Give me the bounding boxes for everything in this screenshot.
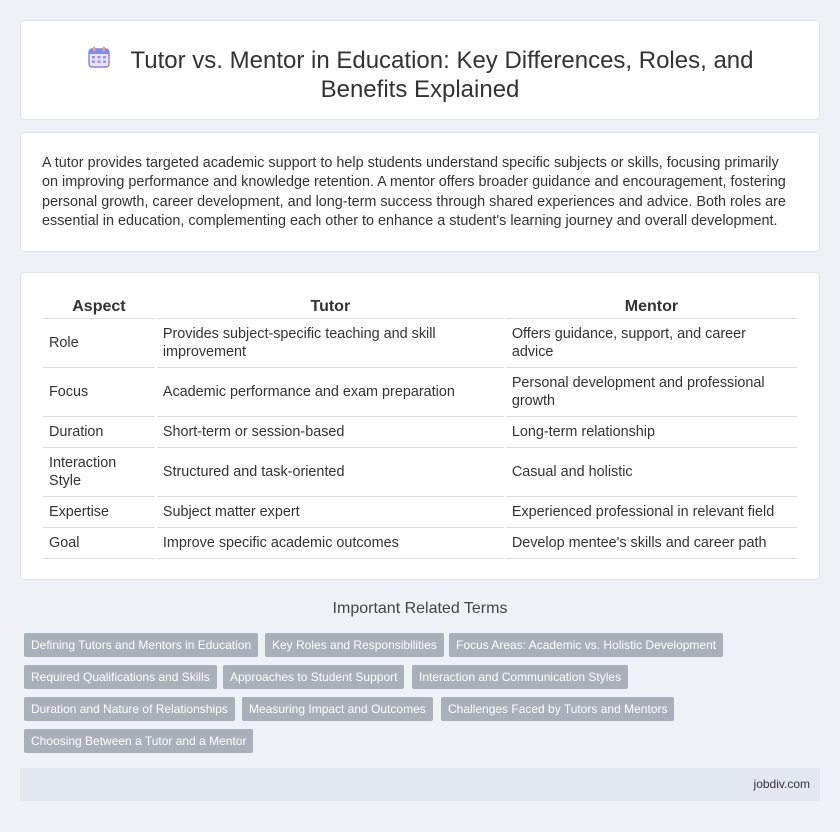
column-header-aspect: Aspect — [43, 295, 155, 319]
column-header-tutor: Tutor — [157, 295, 504, 319]
tag-focus-areas[interactable]: Focus Areas: Academic vs. Holistic Development — [449, 633, 723, 657]
column-header-mentor: Mentor — [506, 295, 797, 319]
table-row — [43, 417, 797, 448]
summary-text: A tutor provides targeted academic support to help students understand specific subjects or skills, focusing primarily on improving performance and knowledge retention. A mentor offers broader guidance and encouragement, fostering personal growth, career development, and long-term success through shared experiences and advice. Both roles are essential in education, complementing each other to enhance a student's learning journey and overall development. — [42, 155, 786, 230]
aspect-cell: Duration — [43, 417, 155, 448]
tutor-cell: Short-term or session-based — [157, 417, 504, 448]
aspect-cell: Expertise — [43, 497, 155, 528]
mentor-cell: Develop mentee's skills and career path — [506, 528, 797, 559]
aspect-cell: Goal — [43, 528, 155, 559]
tag-challenges[interactable]: Challenges Faced by Tutors and Mentors — [441, 697, 674, 721]
mentor-cell: Experienced professional in relevant field — [506, 497, 797, 528]
summary-card — [20, 132, 820, 252]
header-card — [20, 20, 820, 120]
page-title: Tutor vs. Mentor in Education: Key Differences, Roles, and Benefits Explained — [130, 47, 754, 103]
comparison-table — [41, 295, 799, 559]
tutor-cell: Subject matter expert — [157, 497, 504, 528]
mentor-cell: Offers guidance, support, and career advice — [506, 319, 797, 368]
table-row — [43, 368, 797, 417]
mentor-cell: Casual and holistic — [506, 448, 797, 497]
aspect-cell: Focus — [43, 368, 155, 417]
calendar-icon — [87, 45, 111, 69]
table-header-row — [43, 295, 797, 319]
comparison-table-card — [20, 272, 820, 580]
table-row — [43, 528, 797, 559]
tag-required-qualifications[interactable]: Required Qualifications and Skills — [24, 665, 217, 689]
page-title-wrap — [43, 45, 797, 104]
tag-approaches-student-support[interactable]: Approaches to Student Support — [223, 665, 404, 689]
mentor-cell: Long-term relationship — [506, 417, 797, 448]
aspect-cell: Role — [43, 319, 155, 368]
tag-defining-tutors-mentors[interactable]: Defining Tutors and Mentors in Education — [24, 633, 258, 657]
tag-duration-relationships[interactable]: Duration and Nature of Relationships — [24, 697, 235, 721]
footer-site-link[interactable]: jobdiv.com — [753, 777, 810, 791]
tag-measuring-impact[interactable]: Measuring Impact and Outcomes — [242, 697, 433, 721]
table-row — [43, 319, 797, 368]
tag-choosing-tutor-mentor[interactable]: Choosing Between a Tutor and a Mentor — [24, 729, 253, 753]
aspect-cell: Interaction Style — [43, 448, 155, 497]
tutor-cell: Improve specific academic outcomes — [157, 528, 504, 559]
tag-interaction-communication[interactable]: Interaction and Communication Styles — [412, 665, 628, 689]
tutor-cell: Structured and task-oriented — [157, 448, 504, 497]
tutor-cell: Academic performance and exam preparation — [157, 368, 504, 417]
table-row — [43, 448, 797, 497]
tag-key-roles[interactable]: Key Roles and Responsibilities — [265, 633, 444, 657]
related-terms-title: Important Related Terms — [332, 600, 508, 617]
table-row — [43, 497, 797, 528]
mentor-cell: Personal development and professional growth — [506, 368, 797, 417]
footer — [20, 768, 820, 801]
tutor-cell: Provides subject-specific teaching and skill improvement — [157, 319, 504, 368]
